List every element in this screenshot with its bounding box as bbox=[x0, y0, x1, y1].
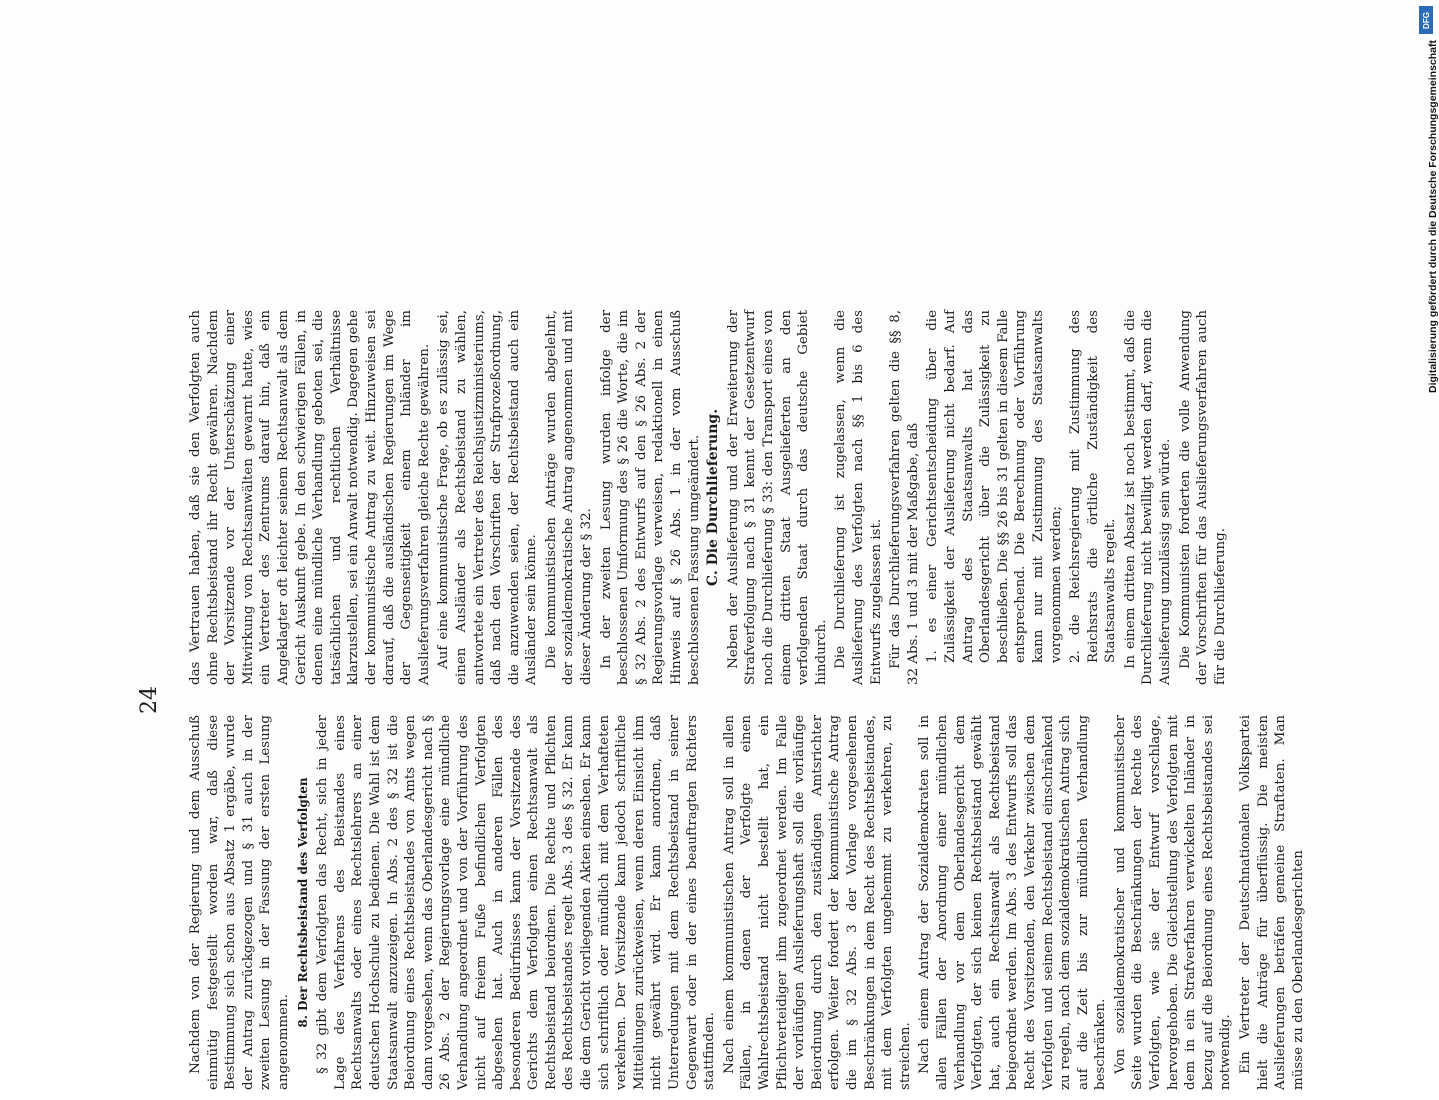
paragraph: Die Kommunisten forderten die volle Anwendung der Vorschriften für das Auslieferungsverfahren auch für die Durchlieferung. bbox=[1177, 310, 1228, 685]
paragraph: § 32 gibt dem Verfolgten das Recht, sich in jeder Lage des Verfahrens des Beistandes eines Rechtsanwalts oder eines Rechtslehrers an einer deutschen Hochschule zu bedienen. Die Wahl ist dem Staatsanwalt anzuzeigen. In Abs. 2 des § 32 ist die Beiordnung eines Rechtsbeistandes von Amts wegen dann vorgesehen, wenn das Oberlandesgericht nach § 26 Abs. 2 der Regierungsvorlage eine mündliche Verhandlung angeordnet und von der Vorführung des nicht auf freiem Fuße befindlichen Verfolgten abgesehen hat. Auch in anderen Fällen des besonderen Bedürfnisses kann der Vorsitzende des Gerichts dem Verfolgten einen Rechtsanwalt als Rechtsbeistand beiordnen. Die Rechte und Pflichten des Rechtsbeistandes regelt Abs. 3 des § 32. Er kann die dem Gericht vorliegenden Akten einsehen. Er kann sich schriftlich oder mündlich mit dem Verhafteten verkehren. Der Vorsitzende kann jedoch schriftliche Mitteilungen zurückweisen, wenn deren Einsicht ihm nicht gewährt wird. Er kann anordnen, daß Unterredungen mit dem Rechtsbeistand in seiner Gegenwart oder in der eines beauftragten Richters stattfinden. bbox=[315, 715, 718, 1090]
numbered-list bbox=[924, 310, 1120, 685]
paragraph: das Vertrauen haben, daß sie den Verfolgten auch ohne Rechtsbeistand ihr Recht gewähren. Nachdem der Vorsitzende vor der Unterschätzung einer Mitwirkung von Rechtsanwälten gewarnt hatte, wies ein Vertreter des Zentrums darauf hin, daß ein Angeklagter oft leichter seinem Rechtsanwalt als dem Gericht Auskunft gebe. In den schwierigen Fällen, in denen eine mündliche Verhandlung geboten sei, die tatsächlichen und rechtlichen Verhältnisse klarzustellen, sei ein Anwalt notwendig. Dagegen gehe der kommunistische Antrag zu weit. Hinzuweisen sei darauf, daß die ausländischen Regierungen im Wege der Gegenseitigkeit einem Inländer im Auslieferungsverfahren gleiche Rechte gewähren. bbox=[188, 310, 432, 685]
logo-text: DFG bbox=[1421, 11, 1431, 29]
paragraph: Nach einem kommunistischen Antrag soll in allen Fällen, in denen der Verfolgte einen Wahlrechtsbeistand nicht bestellt hat, ein Pflichtverteidiger ihm zugeordnet werden. Im Falle der vorläufigen Auslieferungshaft soll die vorläufige Beiordnung durch den zuständigen Amtsrichter erfolgen. Weiter fordert der kommunistische Antrag die im § 32 Abs. 3 der Vorlage vorgesehenen Beschränkungen in dem Recht des Rechtsbeistandes, mit dem Verfolgten ungehemmt zu verkehren, zu streichen. bbox=[721, 715, 913, 1090]
right-column bbox=[187, 310, 1231, 685]
list-item: 2. die Reichsregierung mit Zustimmung des Reichsrats die örtliche Zuständigkeit des Staatsanwalts regelt. bbox=[1068, 310, 1119, 663]
paragraph: Nachdem von der Regierung und dem Ausschuß einmütig festgestellt worden war, daß diese Bestimmung sich schon aus Absatz 1 ergäbe, wurde der Antrag zurückgezogen und § 31 auch in der zweiten Lesung in der Fassung der ersten Lesung angenommen. bbox=[188, 715, 291, 1090]
paragraph: Die kommunistischen Anträge wurden abgelehnt, der sozialdemokratische Antrag angenommen und mit dieser Änderung der § 32. bbox=[543, 310, 595, 685]
paragraph: Nach einem Antrag der Sozialdemokraten soll in allen Fällen der Anordnung einer mündlichen Verhandlung vor dem Oberlandesgericht dem Verfolgten, der sich keinen Rechtsbeistand gewählt hat, auch ein Rechtsanwalt als Rechtsbeistand beigeordnet werden. Im Abs. 3 des Entwurfs soll das Recht des Vorsitzenden, den Verkehr zwischen dem Verfolgten und seinem Rechtsbeistand einschränkend zu regeln, nach dem sozialdemokratischen Antrag sich auf die Zeit bis zur mündlichen Verhandlung beschränken. bbox=[917, 715, 1109, 1090]
paragraph: Die Durchlieferung ist zugelassen, wenn die Auslieferung des Verfolgten nach §§ 1 bis 6 des Entwurfs zugelassen ist. bbox=[833, 310, 884, 685]
paragraph: Ein Vertreter der Deutschnationalen Volkspartei hielt die Anträge für überflüssig. Die meisten Auslieferungen beträfen gemeine Straftaten. Man müsse zu den Oberlandesgerichten bbox=[1238, 715, 1306, 1090]
dfg-logo bbox=[1419, 6, 1433, 34]
paragraph: Von sozialdemokratischer und kommunistischer Seite wurden die Beschränkungen der Rechte des Verfolgten, wie sie der Entwurf vorschlage, hervorgehoben. Die Gleichstellung des Verfolgten mit dem in ein Strafverfahren verwickelten Inländer in bezug auf die Beiordnung eines Rechtsbeistandes sei notwendig. bbox=[1112, 715, 1234, 1090]
paragraph: Neben der Auslieferung und der Erweiterung der Strafverfolgung nach § 31 kennt der Gesetzentwurf noch die Durchlieferung § 33: den Transport eines von einem dritten Staat Ausgelieferten an den verfolgenden Staat durch das deutsche Gebiet hindurch. bbox=[725, 310, 829, 685]
paragraph: In einem dritten Absatz ist noch bestimmt, daß die Durchlieferung nicht bewilligt werden darf, wenn die Auslieferung unzulässig sein würde. bbox=[1122, 310, 1174, 685]
paragraph: Auf eine kommunistische Frage, ob es zulässig sei, einen Ausländer als Rechtsbeistand zu wählen, antwortete ein Vertreter des Reichsjustizministeriums, daß nach den Vorschriften der Strafprozeßordnung, die anzuwenden seien, der Rechtsbeistand auch ein Ausländer sein könne. bbox=[436, 310, 540, 685]
section-heading: 8. Der Rechtsbeistand des Verfolgten bbox=[295, 777, 310, 1028]
rotated-page-content bbox=[117, 300, 1317, 1100]
section-heading: C. Die Durchlieferung. bbox=[705, 408, 722, 587]
left-column bbox=[187, 715, 1309, 1090]
paragraph: In der zweiten Lesung wurden infolge der beschlossenen Umformung des § 26 die Worte, die im § 32 Abs. 2 des Entwurfs auf den § 26 Abs. 2 der Regierungsvorlage verweisen, redaktionell in einen Hinweis auf § 26 Abs. 1 in der vom Ausschuß beschlossenen Fassung umgeändert. bbox=[598, 310, 702, 685]
digitization-note: Digitalisierung gefördert durch die Deutsche Forschungsgemeinschaft bbox=[1427, 40, 1439, 393]
paragraph: Für das Durchlieferungsverfahren gelten die §§ 8, 32 Abs. 1 und 3 mit der Maßgabe, daß bbox=[888, 310, 921, 685]
list-item: 1. es einer Gerichtsentscheidung über die Zulässigkeit der Auslieferung nicht bedarf. Auf Antrag des Staatsanwalts hat das Oberlandesgericht über die Zulässigkeit zu beschließen. Die §§ 26 bis 31 gelten in diesem Falle entsprechend. Die Berechnung oder Vorführung kann nur mit Zustimmung des Staatsanwalts vorgenommen werden; bbox=[925, 310, 1064, 663]
page-number: 24 bbox=[137, 686, 162, 714]
